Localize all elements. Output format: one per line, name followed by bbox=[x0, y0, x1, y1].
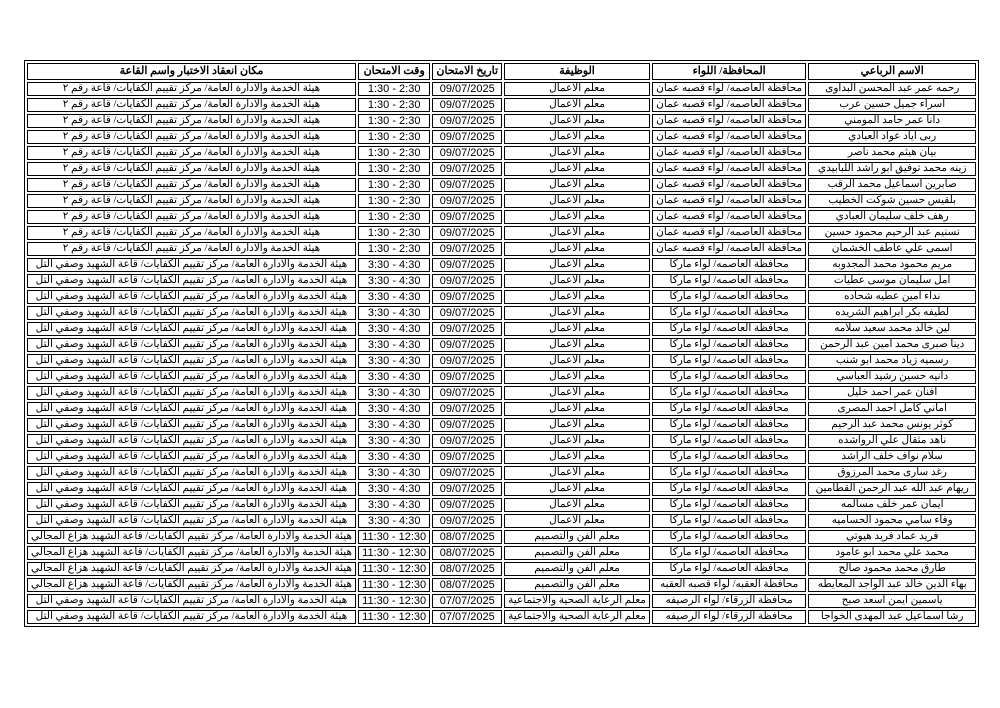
cell-date: 09/07/2025 bbox=[432, 114, 502, 128]
table-row bbox=[27, 466, 976, 480]
cell-governorate: محافظة العاصمه/ لواء ماركا bbox=[652, 402, 806, 416]
cell-time: 3:30 - 4:30 bbox=[358, 434, 430, 448]
cell-date: 09/07/2025 bbox=[432, 226, 502, 240]
cell-name: بهاء الدين خالد عبد الواجد المعايطه bbox=[808, 578, 976, 592]
cell-time: 11:30 - 12:30 bbox=[358, 594, 430, 608]
cell-location: هيئة الخدمة والادارة العامة/ مركز تقييم الكفايات/ قاعة الشهيد وصفي التل bbox=[27, 274, 356, 288]
cell-date: 09/07/2025 bbox=[432, 82, 502, 96]
table-row bbox=[27, 290, 976, 304]
cell-location: هيئة الخدمة والادارة العامة/ مركز تقييم الكفايات/ قاعة رقم ٢ bbox=[27, 210, 356, 224]
cell-job: معلم الاعمال bbox=[504, 162, 650, 176]
cell-time: 3:30 - 4:30 bbox=[358, 514, 430, 528]
cell-governorate: محافظة العاصمه/ لواء قصبه عمان bbox=[652, 130, 806, 144]
table-row bbox=[27, 258, 976, 272]
cell-governorate: محافظة العاصمه/ لواء ماركا bbox=[652, 530, 806, 544]
cell-name: ياسمين ايمن اسعد صبح bbox=[808, 594, 976, 608]
cell-job: معلم الرعاية الصحية والاجتماعية bbox=[504, 610, 650, 624]
cell-date: 09/07/2025 bbox=[432, 146, 502, 160]
cell-name: دانا عمر حامد المومني bbox=[808, 114, 976, 128]
cell-governorate: محافظة العاصمه/ لواء قصبه عمان bbox=[652, 226, 806, 240]
cell-date: 09/07/2025 bbox=[432, 402, 502, 416]
table-row bbox=[27, 178, 976, 192]
cell-location: هيئة الخدمة والادارة العامة/ مركز تقييم الكفايات/ قاعة الشهيد وصفي التل bbox=[27, 594, 356, 608]
cell-time: 3:30 - 4:30 bbox=[358, 274, 430, 288]
cell-location: هيئة الخدمة والادارة العامة/ مركز تقييم الكفايات/ قاعة الشهيد هزاع المجالي bbox=[27, 578, 356, 592]
cell-name: اسمى علي عاطف الخشمان bbox=[808, 242, 976, 256]
table-row bbox=[27, 130, 976, 144]
cell-job: معلم الاعمال bbox=[504, 434, 650, 448]
cell-name: اسراء جميل حسين عرب bbox=[808, 98, 976, 112]
cell-name: وفاء سامي محمود الحساميه bbox=[808, 514, 976, 528]
cell-job: معلم الاعمال bbox=[504, 114, 650, 128]
cell-date: 09/07/2025 bbox=[432, 466, 502, 480]
cell-time: 11:30 - 12:30 bbox=[358, 578, 430, 592]
cell-governorate: محافظة العاصمه/ لواء ماركا bbox=[652, 482, 806, 496]
cell-name: افنان عمر احمد خليل bbox=[808, 386, 976, 400]
cell-time: 3:30 - 4:30 bbox=[358, 322, 430, 336]
cell-time: 3:30 - 4:30 bbox=[358, 498, 430, 512]
cell-name: لين خالد محمد سعيد سلامه bbox=[808, 322, 976, 336]
table-row bbox=[27, 226, 976, 240]
cell-governorate: محافظة العاصمه/ لواء ماركا bbox=[652, 450, 806, 464]
cell-governorate: محافظة العاصمه/ لواء ماركا bbox=[652, 386, 806, 400]
cell-location: هيئة الخدمة والادارة العامة/ مركز تقييم الكفايات/ قاعة الشهيد هزاع المجالي bbox=[27, 546, 356, 560]
table-row bbox=[27, 402, 976, 416]
table-row bbox=[27, 482, 976, 496]
cell-name: ناهد مثقال علي الرواشده bbox=[808, 434, 976, 448]
cell-location: هيئة الخدمة والادارة العامة/ مركز تقييم الكفايات/ قاعة الشهيد وصفي التل bbox=[27, 434, 356, 448]
table-row bbox=[27, 370, 976, 384]
cell-governorate: محافظة العاصمه/ لواء ماركا bbox=[652, 466, 806, 480]
cell-governorate: محافظة العاصمه/ لواء ماركا bbox=[652, 354, 806, 368]
cell-job: معلم الاعمال bbox=[504, 98, 650, 112]
cell-name: رشا اسماعيل عبد المهدى الخواجا bbox=[808, 610, 976, 624]
cell-governorate: محافظة العاصمه/ لواء قصبه عمان bbox=[652, 194, 806, 208]
table-row bbox=[27, 82, 976, 96]
table-row bbox=[27, 610, 976, 624]
exam-schedule-table bbox=[24, 60, 979, 627]
table-body bbox=[27, 82, 976, 624]
cell-date: 07/07/2025 bbox=[432, 610, 502, 624]
cell-job: معلم الفن والتصميم bbox=[504, 530, 650, 544]
cell-job: معلم الاعمال bbox=[504, 306, 650, 320]
cell-date: 09/07/2025 bbox=[432, 194, 502, 208]
table-row bbox=[27, 498, 976, 512]
cell-date: 09/07/2025 bbox=[432, 274, 502, 288]
cell-governorate: محافظة العاصمه/ لواء قصبه عمان bbox=[652, 162, 806, 176]
cell-job: معلم الاعمال bbox=[504, 386, 650, 400]
cell-governorate: محافظة العاصمه/ لواء ماركا bbox=[652, 290, 806, 304]
cell-date: 09/07/2025 bbox=[432, 514, 502, 528]
cell-name: دينا صبرى محمد امين عبد الرحمن bbox=[808, 338, 976, 352]
cell-date: 09/07/2025 bbox=[432, 290, 502, 304]
cell-location: هيئة الخدمة والادارة العامة/ مركز تقييم الكفايات/ قاعة رقم ٢ bbox=[27, 130, 356, 144]
cell-governorate: محافظة العاصمه/ لواء ماركا bbox=[652, 370, 806, 384]
cell-governorate: محافظة العاصمه/ لواء ماركا bbox=[652, 514, 806, 528]
cell-name: مريم محمود محمد المجدوبه bbox=[808, 258, 976, 272]
cell-job: معلم الاعمال bbox=[504, 82, 650, 96]
cell-governorate: محافظة العاصمه/ لواء ماركا bbox=[652, 434, 806, 448]
cell-date: 09/07/2025 bbox=[432, 98, 502, 112]
cell-governorate: محافظة العاصمه/ لواء ماركا bbox=[652, 498, 806, 512]
cell-name: بيان هيثم محمد ناصر bbox=[808, 146, 976, 160]
cell-date: 09/07/2025 bbox=[432, 306, 502, 320]
cell-time: 1:30 - 2:30 bbox=[358, 226, 430, 240]
cell-location: هيئة الخدمة والادارة العامة/ مركز تقييم الكفايات/ قاعة الشهيد وصفي التل bbox=[27, 482, 356, 496]
cell-job: معلم الفن والتصميم bbox=[504, 578, 650, 592]
cell-time: 1:30 - 2:30 bbox=[358, 242, 430, 256]
cell-location: هيئة الخدمة والادارة العامة/ مركز تقييم الكفايات/ قاعة رقم ٢ bbox=[27, 98, 356, 112]
table-row bbox=[27, 98, 976, 112]
cell-time: 11:30 - 12:30 bbox=[358, 546, 430, 560]
cell-date: 09/07/2025 bbox=[432, 418, 502, 432]
cell-job: معلم الاعمال bbox=[504, 178, 650, 192]
cell-location: هيئة الخدمة والادارة العامة/ مركز تقييم الكفايات/ قاعة الشهيد وصفي التل bbox=[27, 258, 356, 272]
cell-time: 11:30 - 12:30 bbox=[358, 562, 430, 576]
cell-date: 09/07/2025 bbox=[432, 258, 502, 272]
cell-location: هيئة الخدمة والادارة العامة/ مركز تقييم الكفايات/ قاعة الشهيد وصفي التل bbox=[27, 322, 356, 336]
cell-time: 1:30 - 2:30 bbox=[358, 210, 430, 224]
cell-governorate: محافظة العاصمه/ لواء ماركا bbox=[652, 306, 806, 320]
cell-governorate: محافظة العقبه/ لواء قصبه العقبه bbox=[652, 578, 806, 592]
cell-date: 08/07/2025 bbox=[432, 578, 502, 592]
col-header-job: الوظيفة bbox=[504, 63, 650, 80]
cell-date: 08/07/2025 bbox=[432, 562, 502, 576]
cell-location: هيئة الخدمة والادارة العامة/ مركز تقييم الكفايات/ قاعة رقم ٢ bbox=[27, 162, 356, 176]
cell-time: 3:30 - 4:30 bbox=[358, 450, 430, 464]
cell-name: رهف خلف سليمان العبادي bbox=[808, 210, 976, 224]
cell-date: 09/07/2025 bbox=[432, 242, 502, 256]
cell-job: معلم الاعمال bbox=[504, 498, 650, 512]
cell-governorate: محافظة العاصمه/ لواء ماركا bbox=[652, 418, 806, 432]
cell-time: 11:30 - 12:30 bbox=[358, 610, 430, 624]
cell-time: 3:30 - 4:30 bbox=[358, 338, 430, 352]
cell-governorate: محافظة الزرقاء/ لواء الرصيفه bbox=[652, 610, 806, 624]
cell-date: 07/07/2025 bbox=[432, 594, 502, 608]
table-row bbox=[27, 242, 976, 256]
col-header-exam-location: مكان انعقاد الاختبار واسم القاعة bbox=[27, 63, 356, 80]
table-row bbox=[27, 162, 976, 176]
cell-name: دانيه حسين رشيد العباسي bbox=[808, 370, 976, 384]
cell-job: معلم الاعمال bbox=[504, 370, 650, 384]
cell-time: 1:30 - 2:30 bbox=[358, 178, 430, 192]
cell-date: 09/07/2025 bbox=[432, 130, 502, 144]
cell-time: 3:30 - 4:30 bbox=[358, 402, 430, 416]
cell-job: معلم الاعمال bbox=[504, 482, 650, 496]
cell-governorate: محافظة العاصمه/ لواء قصبه عمان bbox=[652, 178, 806, 192]
cell-name: ريهام عبد الله عبد الرحمن القطامين bbox=[808, 482, 976, 496]
cell-time: 3:30 - 4:30 bbox=[358, 370, 430, 384]
cell-location: هيئة الخدمة والادارة العامة/ مركز تقييم الكفايات/ قاعة الشهيد وصفي التل bbox=[27, 418, 356, 432]
cell-job: معلم الاعمال bbox=[504, 226, 650, 240]
cell-name: رسميه زياد محمد ابو شنب bbox=[808, 354, 976, 368]
cell-name: محمد علي محمد ابو عامود bbox=[808, 546, 976, 560]
cell-time: 1:30 - 2:30 bbox=[358, 114, 430, 128]
cell-date: 09/07/2025 bbox=[432, 370, 502, 384]
cell-governorate: محافظة العاصمه/ لواء ماركا bbox=[652, 562, 806, 576]
table-row bbox=[27, 386, 976, 400]
cell-date: 09/07/2025 bbox=[432, 210, 502, 224]
cell-location: هيئة الخدمة والادارة العامة/ مركز تقييم الكفايات/ قاعة الشهيد هزاع المجالي bbox=[27, 562, 356, 576]
cell-governorate: محافظة العاصمه/ لواء قصبه عمان bbox=[652, 210, 806, 224]
cell-location: هيئة الخدمة والادارة العامة/ مركز تقييم الكفايات/ قاعة رقم ٢ bbox=[27, 194, 356, 208]
cell-time: 3:30 - 4:30 bbox=[358, 482, 430, 496]
cell-job: معلم الاعمال bbox=[504, 338, 650, 352]
cell-time: 3:30 - 4:30 bbox=[358, 258, 430, 272]
cell-name: رغد سارى محمد المرزوق bbox=[808, 466, 976, 480]
cell-location: هيئة الخدمة والادارة العامة/ مركز تقييم الكفايات/ قاعة رقم ٢ bbox=[27, 114, 356, 128]
cell-date: 09/07/2025 bbox=[432, 178, 502, 192]
cell-name: سلام نواف خلف الراشد bbox=[808, 450, 976, 464]
cell-governorate: محافظة العاصمه/ لواء قصبه عمان bbox=[652, 82, 806, 96]
cell-location: هيئة الخدمة والادارة العامة/ مركز تقييم الكفايات/ قاعة الشهيد وصفي التل bbox=[27, 354, 356, 368]
cell-job: معلم الاعمال bbox=[504, 274, 650, 288]
cell-governorate: محافظة العاصمه/ لواء ماركا bbox=[652, 274, 806, 288]
table-row bbox=[27, 322, 976, 336]
cell-location: هيئة الخدمة والادارة العامة/ مركز تقييم الكفايات/ قاعة الشهيد وصفي التل bbox=[27, 306, 356, 320]
cell-job: معلم الاعمال bbox=[504, 242, 650, 256]
cell-governorate: محافظة العاصمه/ لواء ماركا bbox=[652, 322, 806, 336]
cell-name: امل سليمان موسى عطيات bbox=[808, 274, 976, 288]
cell-name: رحمه عمر عبد المحسن البداوى bbox=[808, 82, 976, 96]
cell-job: معلم الاعمال bbox=[504, 146, 650, 160]
cell-time: 1:30 - 2:30 bbox=[358, 146, 430, 160]
cell-job: معلم الاعمال bbox=[504, 322, 650, 336]
cell-governorate: محافظة الزرقاء/ لواء الرصيفه bbox=[652, 594, 806, 608]
table-row bbox=[27, 274, 976, 288]
cell-location: هيئة الخدمة والادارة العامة/ مركز تقييم الكفايات/ قاعة الشهيد وصفي التل bbox=[27, 370, 356, 384]
cell-location: هيئة الخدمة والادارة العامة/ مركز تقييم الكفايات/ قاعة الشهيد وصفي التل bbox=[27, 610, 356, 624]
cell-date: 08/07/2025 bbox=[432, 546, 502, 560]
cell-date: 09/07/2025 bbox=[432, 434, 502, 448]
table-row bbox=[27, 338, 976, 352]
cell-time: 3:30 - 4:30 bbox=[358, 466, 430, 480]
cell-location: هيئة الخدمة والادارة العامة/ مركز تقييم الكفايات/ قاعة الشهيد وصفي التل bbox=[27, 466, 356, 480]
cell-location: هيئة الخدمة والادارة العامة/ مركز تقييم الكفايات/ قاعة رقم ٢ bbox=[27, 146, 356, 160]
table-row bbox=[27, 578, 976, 592]
table-row bbox=[27, 530, 976, 544]
cell-time: 3:30 - 4:30 bbox=[358, 418, 430, 432]
cell-name: طارق محمد محمود صالح bbox=[808, 562, 976, 576]
cell-date: 09/07/2025 bbox=[432, 162, 502, 176]
cell-date: 09/07/2025 bbox=[432, 354, 502, 368]
cell-job: معلم الفن والتصميم bbox=[504, 546, 650, 560]
table-row bbox=[27, 418, 976, 432]
cell-governorate: محافظة العاصمه/ لواء قصبه عمان bbox=[652, 146, 806, 160]
cell-location: هيئة الخدمة والادارة العامة/ مركز تقييم الكفايات/ قاعة رقم ٢ bbox=[27, 178, 356, 192]
cell-time: 3:30 - 4:30 bbox=[358, 306, 430, 320]
cell-job: معلم الاعمال bbox=[504, 450, 650, 464]
cell-date: 08/07/2025 bbox=[432, 530, 502, 544]
cell-date: 09/07/2025 bbox=[432, 482, 502, 496]
cell-job: معلم الاعمال bbox=[504, 354, 650, 368]
cell-governorate: محافظة العاصمه/ لواء ماركا bbox=[652, 546, 806, 560]
cell-job: معلم الاعمال bbox=[504, 402, 650, 416]
cell-governorate: محافظة العاصمه/ لواء قصبه عمان bbox=[652, 114, 806, 128]
cell-location: هيئة الخدمة والادارة العامة/ مركز تقييم الكفايات/ قاعة رقم ٢ bbox=[27, 226, 356, 240]
cell-name: نداء امين عطيه شحاده bbox=[808, 290, 976, 304]
col-header-exam-time: وقت الامتحان bbox=[358, 63, 430, 80]
cell-name: لطيفه بكر ابراهيم الشريده bbox=[808, 306, 976, 320]
table-row bbox=[27, 562, 976, 576]
col-header-governorate: المحافظة/ اللواء bbox=[652, 63, 806, 80]
cell-governorate: محافظة العاصمه/ لواء ماركا bbox=[652, 258, 806, 272]
cell-governorate: محافظة العاصمه/ لواء ماركا bbox=[652, 338, 806, 352]
table-row bbox=[27, 146, 976, 160]
cell-name: تسنيم عبد الرحيم محمود حسين bbox=[808, 226, 976, 240]
cell-name: ربى اياد عواد العبادي bbox=[808, 130, 976, 144]
table-row bbox=[27, 114, 976, 128]
cell-time: 1:30 - 2:30 bbox=[358, 130, 430, 144]
cell-location: هيئة الخدمة والادارة العامة/ مركز تقييم الكفايات/ قاعة الشهيد وصفي التل bbox=[27, 498, 356, 512]
table-row bbox=[27, 194, 976, 208]
cell-date: 09/07/2025 bbox=[432, 386, 502, 400]
cell-location: هيئة الخدمة والادارة العامة/ مركز تقييم الكفايات/ قاعة رقم ٢ bbox=[27, 242, 356, 256]
cell-job: معلم الفن والتصميم bbox=[504, 562, 650, 576]
table-row bbox=[27, 450, 976, 464]
cell-name: ايمان عمر خلف مسالمه bbox=[808, 498, 976, 512]
cell-job: معلم الاعمال bbox=[504, 130, 650, 144]
header-row bbox=[27, 63, 976, 80]
table-row bbox=[27, 594, 976, 608]
cell-name: صابرين اسماعيل محمد الرقب bbox=[808, 178, 976, 192]
cell-governorate: محافظة العاصمه/ لواء قصبه عمان bbox=[652, 98, 806, 112]
cell-date: 09/07/2025 bbox=[432, 450, 502, 464]
cell-job: معلم الرعاية الصحية والاجتماعية bbox=[504, 594, 650, 608]
cell-location: هيئة الخدمة والادارة العامة/ مركز تقييم الكفايات/ قاعة الشهيد وصفي التل bbox=[27, 386, 356, 400]
cell-name: كوثر يونس محمد عبد الرحيم bbox=[808, 418, 976, 432]
cell-job: معلم الاعمال bbox=[504, 514, 650, 528]
cell-governorate: محافظة العاصمه/ لواء قصبه عمان bbox=[652, 242, 806, 256]
exam-schedule-table-wrap bbox=[24, 60, 979, 627]
cell-name: اماني كامل احمد المصرى bbox=[808, 402, 976, 416]
table-row bbox=[27, 514, 976, 528]
cell-name: فريد عماد فريد هيوتي bbox=[808, 530, 976, 544]
cell-job: معلم الاعمال bbox=[504, 194, 650, 208]
cell-job: معلم الاعمال bbox=[504, 290, 650, 304]
col-header-full-name: الاسم الرباعي bbox=[808, 63, 976, 80]
cell-time: 11:30 - 12:30 bbox=[358, 530, 430, 544]
cell-name: بلقيس حسين شوكت الخطيب bbox=[808, 194, 976, 208]
table-row bbox=[27, 434, 976, 448]
table-row bbox=[27, 546, 976, 560]
cell-name: زينه محمد توفيق ابو راشد اللبابيدي bbox=[808, 162, 976, 176]
cell-location: هيئة الخدمة والادارة العامة/ مركز تقييم الكفايات/ قاعة الشهيد هزاع المجالي bbox=[27, 530, 356, 544]
cell-time: 3:30 - 4:30 bbox=[358, 290, 430, 304]
cell-job: معلم الاعمال bbox=[504, 466, 650, 480]
cell-time: 1:30 - 2:30 bbox=[358, 98, 430, 112]
cell-location: هيئة الخدمة والادارة العامة/ مركز تقييم الكفايات/ قاعة رقم ٢ bbox=[27, 82, 356, 96]
cell-location: هيئة الخدمة والادارة العامة/ مركز تقييم الكفايات/ قاعة الشهيد وصفي التل bbox=[27, 514, 356, 528]
cell-date: 09/07/2025 bbox=[432, 498, 502, 512]
cell-location: هيئة الخدمة والادارة العامة/ مركز تقييم الكفايات/ قاعة الشهيد وصفي التل bbox=[27, 402, 356, 416]
cell-time: 3:30 - 4:30 bbox=[358, 386, 430, 400]
col-header-exam-date: تاريخ الامتحان bbox=[432, 63, 502, 80]
cell-time: 3:30 - 4:30 bbox=[358, 354, 430, 368]
table-row bbox=[27, 354, 976, 368]
cell-time: 1:30 - 2:30 bbox=[358, 82, 430, 96]
cell-job: معلم الاعمال bbox=[504, 418, 650, 432]
cell-job: معلم الاعمال bbox=[504, 210, 650, 224]
table-row bbox=[27, 306, 976, 320]
cell-location: هيئة الخدمة والادارة العامة/ مركز تقييم الكفايات/ قاعة الشهيد وصفي التل bbox=[27, 338, 356, 352]
cell-time: 1:30 - 2:30 bbox=[358, 194, 430, 208]
cell-location: هيئة الخدمة والادارة العامة/ مركز تقييم الكفايات/ قاعة الشهيد وصفي التل bbox=[27, 450, 356, 464]
cell-location: هيئة الخدمة والادارة العامة/ مركز تقييم الكفايات/ قاعة الشهيد وصفي التل bbox=[27, 290, 356, 304]
table-row bbox=[27, 210, 976, 224]
cell-date: 09/07/2025 bbox=[432, 338, 502, 352]
cell-job: معلم الاعمال bbox=[504, 258, 650, 272]
cell-date: 09/07/2025 bbox=[432, 322, 502, 336]
cell-time: 1:30 - 2:30 bbox=[358, 162, 430, 176]
